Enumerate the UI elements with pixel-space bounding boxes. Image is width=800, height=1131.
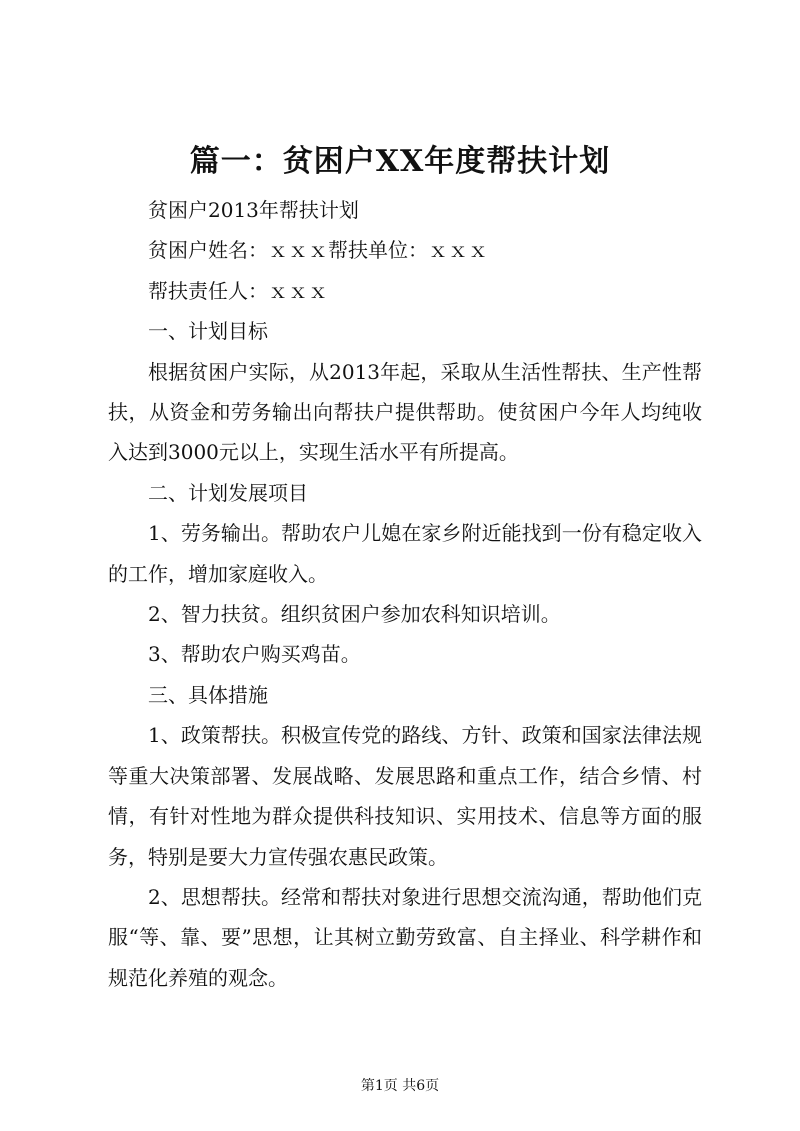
document-title: 篇一：贫困户XX年度帮扶计划 (189, 144, 611, 179)
section-heading-goals: 一、计划目标 (148, 319, 268, 344)
project-item-1: 1、劳务输出。帮助农户儿媳在家乡附近能找到一份有稳定收入的工作，增加家庭收入。 (108, 521, 702, 586)
page-footer: 第1页 共6页 (360, 1078, 440, 1094)
household-name-line: 贫困户姓名：ｘｘｘ帮扶单位：ｘｘｘ (148, 238, 488, 263)
section-heading-measures: 三、具体措施 (148, 682, 268, 707)
project-item-3: 3、帮助农户购买鸡苗。 (148, 642, 361, 667)
responsible-person-line: 帮扶责任人：ｘｘｘ (148, 278, 328, 303)
measure-item-1: 1、政策帮扶。积极宣传党的路线、方针、政策和国家法律法规等重大决策部署、发展战略、发展思路和重点工作，结合乡情、村情，有针对性地为群众提供科技知识、实用技术、信息等方面的服务，特别是要大力宣传强农惠民政策。 (108, 723, 702, 869)
section-heading-projects: 二、计划发展项目 (148, 480, 308, 505)
plan-heading: 贫困户2013年帮扶计划 (148, 198, 359, 222)
goals-paragraph: 根据贫困户实际，从2013年起，采取从生活性帮扶、生产性帮扶，从资金和劳务输出向帮扶户提供帮助。使贫困户今年人均纯收入达到3000元以上，实现生活水平有所提高。 (108, 359, 702, 465)
project-item-2: 2、智力扶贫。组织贫困户参加农科知识培训。 (148, 602, 561, 627)
document-body (108, 190, 702, 998)
measure-item-2: 2、思想帮扶。经常和帮扶对象进行思想交流沟通，帮助他们克服“等、靠、要”思想，让其树立勤劳致富、自主择业、科学耕作和规范化养殖的观念。 (108, 884, 702, 990)
